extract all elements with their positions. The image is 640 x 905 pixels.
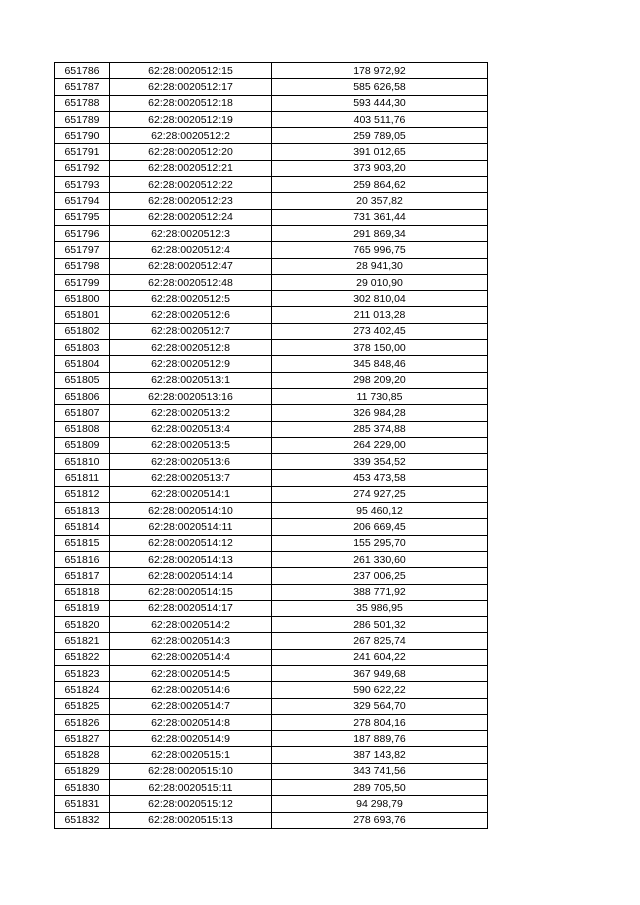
table-row bbox=[55, 519, 488, 535]
cadastral-value-cell: 264 229,00 bbox=[272, 437, 488, 453]
cadastral-value-cell: 237 006,25 bbox=[272, 568, 488, 584]
cadastral-value-cell: 585 626,58 bbox=[272, 79, 488, 95]
cadastral-value-cell: 11 730,85 bbox=[272, 388, 488, 404]
row-number-cell: 651791 bbox=[55, 144, 110, 160]
cadastral-number-cell: 62:28:0020515:11 bbox=[110, 780, 272, 796]
table-row bbox=[55, 421, 488, 437]
cadastral-value-cell: 403 511,76 bbox=[272, 111, 488, 127]
table-row bbox=[55, 291, 488, 307]
table-row bbox=[55, 242, 488, 258]
row-number-cell: 651815 bbox=[55, 535, 110, 551]
table-row bbox=[55, 225, 488, 241]
table-row bbox=[55, 63, 488, 79]
table-row bbox=[55, 340, 488, 356]
cadastral-value-cell: 241 604,22 bbox=[272, 649, 488, 665]
cadastral-value-cell: 329 564,70 bbox=[272, 698, 488, 714]
cadastral-number-cell: 62:28:0020512:15 bbox=[110, 63, 272, 79]
row-number-cell: 651819 bbox=[55, 600, 110, 616]
cadastral-value-cell: 453 473,58 bbox=[272, 470, 488, 486]
row-number-cell: 651814 bbox=[55, 519, 110, 535]
cadastral-number-cell: 62:28:0020513:5 bbox=[110, 437, 272, 453]
row-number-cell: 651789 bbox=[55, 111, 110, 127]
table-row bbox=[55, 177, 488, 193]
cadastral-value-cell: 211 013,28 bbox=[272, 307, 488, 323]
cadastral-value-cell: 326 984,28 bbox=[272, 405, 488, 421]
cadastral-number-cell: 62:28:0020514:5 bbox=[110, 665, 272, 681]
cadastral-value-cell: 178 972,92 bbox=[272, 63, 488, 79]
cadastral-number-cell: 62:28:0020512:4 bbox=[110, 242, 272, 258]
row-number-cell: 651830 bbox=[55, 780, 110, 796]
row-number-cell: 651813 bbox=[55, 503, 110, 519]
row-number-cell: 651817 bbox=[55, 568, 110, 584]
cadastral-value-cell: 259 864,62 bbox=[272, 177, 488, 193]
cadastral-number-cell: 62:28:0020514:14 bbox=[110, 568, 272, 584]
cadastral-value-cell: 273 402,45 bbox=[272, 323, 488, 339]
row-number-cell: 651794 bbox=[55, 193, 110, 209]
table-row bbox=[55, 437, 488, 453]
row-number-cell: 651788 bbox=[55, 95, 110, 111]
cadastral-number-cell: 62:28:0020515:13 bbox=[110, 812, 272, 828]
table-row bbox=[55, 193, 488, 209]
cadastral-value-cell: 367 949,68 bbox=[272, 665, 488, 681]
row-number-cell: 651803 bbox=[55, 340, 110, 356]
cadastral-value-cell: 28 941,30 bbox=[272, 258, 488, 274]
cadastral-number-cell: 62:28:0020515:10 bbox=[110, 763, 272, 779]
cadastral-number-cell: 62:28:0020514:2 bbox=[110, 617, 272, 633]
table-row bbox=[55, 780, 488, 796]
cadastral-number-cell: 62:28:0020512:6 bbox=[110, 307, 272, 323]
row-number-cell: 651818 bbox=[55, 584, 110, 600]
cadastral-value-cell: 267 825,74 bbox=[272, 633, 488, 649]
table-row bbox=[55, 454, 488, 470]
row-number-cell: 651829 bbox=[55, 763, 110, 779]
row-number-cell: 651832 bbox=[55, 812, 110, 828]
table-row bbox=[55, 356, 488, 372]
table-row bbox=[55, 372, 488, 388]
cadastral-number-cell: 62:28:0020512:18 bbox=[110, 95, 272, 111]
table-row bbox=[55, 617, 488, 633]
cadastral-number-cell: 62:28:0020513:7 bbox=[110, 470, 272, 486]
row-number-cell: 651804 bbox=[55, 356, 110, 372]
cadastral-number-cell: 62:28:0020514:6 bbox=[110, 682, 272, 698]
cadastral-value-cell: 391 012,65 bbox=[272, 144, 488, 160]
table-row bbox=[55, 568, 488, 584]
table-row bbox=[55, 698, 488, 714]
cadastral-value-cell: 286 501,32 bbox=[272, 617, 488, 633]
row-number-cell: 651826 bbox=[55, 714, 110, 730]
table-row bbox=[55, 470, 488, 486]
cadastral-number-cell: 62:28:0020513:2 bbox=[110, 405, 272, 421]
cadastral-number-cell: 62:28:0020512:47 bbox=[110, 258, 272, 274]
row-number-cell: 651786 bbox=[55, 63, 110, 79]
row-number-cell: 651807 bbox=[55, 405, 110, 421]
cadastral-value-cell: 302 810,04 bbox=[272, 291, 488, 307]
table-row bbox=[55, 551, 488, 567]
data-table bbox=[54, 62, 488, 829]
row-number-cell: 651799 bbox=[55, 274, 110, 290]
cadastral-number-cell: 62:28:0020514:17 bbox=[110, 600, 272, 616]
row-number-cell: 651805 bbox=[55, 372, 110, 388]
cadastral-value-cell: 94 298,79 bbox=[272, 796, 488, 812]
cadastral-number-cell: 62:28:0020514:10 bbox=[110, 503, 272, 519]
table-row bbox=[55, 405, 488, 421]
cadastral-number-cell: 62:28:0020512:48 bbox=[110, 274, 272, 290]
table-row bbox=[55, 682, 488, 698]
cadastral-value-cell: 378 150,00 bbox=[272, 340, 488, 356]
table-row bbox=[55, 388, 488, 404]
cadastral-number-cell: 62:28:0020512:2 bbox=[110, 128, 272, 144]
table-row bbox=[55, 111, 488, 127]
row-number-cell: 651790 bbox=[55, 128, 110, 144]
row-number-cell: 651823 bbox=[55, 665, 110, 681]
row-number-cell: 651827 bbox=[55, 731, 110, 747]
table-row bbox=[55, 796, 488, 812]
cadastral-number-cell: 62:28:0020515:12 bbox=[110, 796, 272, 812]
row-number-cell: 651824 bbox=[55, 682, 110, 698]
cadastral-number-cell: 62:28:0020512:19 bbox=[110, 111, 272, 127]
row-number-cell: 651796 bbox=[55, 225, 110, 241]
cadastral-number-cell: 62:28:0020512:3 bbox=[110, 225, 272, 241]
cadastral-value-cell: 373 903,20 bbox=[272, 160, 488, 176]
row-number-cell: 651806 bbox=[55, 388, 110, 404]
cadastral-value-cell: 339 354,52 bbox=[272, 454, 488, 470]
cadastral-value-cell: 155 295,70 bbox=[272, 535, 488, 551]
row-number-cell: 651825 bbox=[55, 698, 110, 714]
row-number-cell: 651811 bbox=[55, 470, 110, 486]
row-number-cell: 651801 bbox=[55, 307, 110, 323]
table-row bbox=[55, 128, 488, 144]
cadastral-number-cell: 62:28:0020512:17 bbox=[110, 79, 272, 95]
row-number-cell: 651792 bbox=[55, 160, 110, 176]
table-row bbox=[55, 535, 488, 551]
cadastral-value-cell: 285 374,88 bbox=[272, 421, 488, 437]
cadastral-number-cell: 62:28:0020514:4 bbox=[110, 649, 272, 665]
row-number-cell: 651795 bbox=[55, 209, 110, 225]
cadastral-number-cell: 62:28:0020514:8 bbox=[110, 714, 272, 730]
cadastral-value-cell: 298 209,20 bbox=[272, 372, 488, 388]
cadastral-value-cell: 95 460,12 bbox=[272, 503, 488, 519]
cadastral-number-cell: 62:28:0020513:1 bbox=[110, 372, 272, 388]
cadastral-number-cell: 62:28:0020514:13 bbox=[110, 551, 272, 567]
cadastral-number-cell: 62:28:0020514:15 bbox=[110, 584, 272, 600]
cadastral-value-cell: 343 741,56 bbox=[272, 763, 488, 779]
cadastral-value-cell: 291 869,34 bbox=[272, 225, 488, 241]
row-number-cell: 651816 bbox=[55, 551, 110, 567]
cadastral-value-cell: 289 705,50 bbox=[272, 780, 488, 796]
cadastral-number-cell: 62:28:0020514:12 bbox=[110, 535, 272, 551]
row-number-cell: 651802 bbox=[55, 323, 110, 339]
cadastral-value-cell: 259 789,05 bbox=[272, 128, 488, 144]
table-row bbox=[55, 747, 488, 763]
cadastral-number-cell: 62:28:0020514:9 bbox=[110, 731, 272, 747]
table-row bbox=[55, 763, 488, 779]
row-number-cell: 651787 bbox=[55, 79, 110, 95]
cadastral-value-cell: 345 848,46 bbox=[272, 356, 488, 372]
cadastral-number-cell: 62:28:0020512:21 bbox=[110, 160, 272, 176]
table-row bbox=[55, 258, 488, 274]
table-row bbox=[55, 584, 488, 600]
table-row bbox=[55, 665, 488, 681]
table-row bbox=[55, 486, 488, 502]
table-row bbox=[55, 323, 488, 339]
table-row bbox=[55, 79, 488, 95]
table-row bbox=[55, 731, 488, 747]
table-row bbox=[55, 633, 488, 649]
cadastral-value-cell: 593 444,30 bbox=[272, 95, 488, 111]
table-row bbox=[55, 144, 488, 160]
table-body bbox=[55, 63, 488, 829]
cadastral-number-cell: 62:28:0020513:16 bbox=[110, 388, 272, 404]
cadastral-number-cell: 62:28:0020512:5 bbox=[110, 291, 272, 307]
cadastral-value-cell: 278 804,16 bbox=[272, 714, 488, 730]
cadastral-value-cell: 388 771,92 bbox=[272, 584, 488, 600]
cadastral-value-cell: 731 361,44 bbox=[272, 209, 488, 225]
cadastral-value-cell: 590 622,22 bbox=[272, 682, 488, 698]
row-number-cell: 651798 bbox=[55, 258, 110, 274]
row-number-cell: 651831 bbox=[55, 796, 110, 812]
table-row bbox=[55, 649, 488, 665]
table-row bbox=[55, 160, 488, 176]
cadastral-value-cell: 206 669,45 bbox=[272, 519, 488, 535]
cadastral-number-cell: 62:28:0020512:20 bbox=[110, 144, 272, 160]
row-number-cell: 651812 bbox=[55, 486, 110, 502]
cadastral-value-cell: 274 927,25 bbox=[272, 486, 488, 502]
row-number-cell: 651808 bbox=[55, 421, 110, 437]
cadastral-number-cell: 62:28:0020512:7 bbox=[110, 323, 272, 339]
cadastral-value-cell: 278 693,76 bbox=[272, 812, 488, 828]
cadastral-value-cell: 261 330,60 bbox=[272, 551, 488, 567]
row-number-cell: 651800 bbox=[55, 291, 110, 307]
cadastral-value-cell: 35 986,95 bbox=[272, 600, 488, 616]
table-row bbox=[55, 503, 488, 519]
cadastral-value-cell: 29 010,90 bbox=[272, 274, 488, 290]
table-row bbox=[55, 812, 488, 828]
table-row bbox=[55, 307, 488, 323]
cadastral-number-cell: 62:28:0020514:11 bbox=[110, 519, 272, 535]
cadastral-number-cell: 62:28:0020512:23 bbox=[110, 193, 272, 209]
table-row bbox=[55, 209, 488, 225]
cadastral-value-cell: 20 357,82 bbox=[272, 193, 488, 209]
cadastral-number-cell: 62:28:0020512:24 bbox=[110, 209, 272, 225]
cadastral-number-cell: 62:28:0020512:9 bbox=[110, 356, 272, 372]
row-number-cell: 651793 bbox=[55, 177, 110, 193]
cadastral-number-cell: 62:28:0020514:3 bbox=[110, 633, 272, 649]
cadastral-value-cell: 765 996,75 bbox=[272, 242, 488, 258]
row-number-cell: 651828 bbox=[55, 747, 110, 763]
row-number-cell: 651822 bbox=[55, 649, 110, 665]
cadastral-number-cell: 62:28:0020512:8 bbox=[110, 340, 272, 356]
cadastral-number-cell: 62:28:0020512:22 bbox=[110, 177, 272, 193]
cadastral-number-cell: 62:28:0020513:4 bbox=[110, 421, 272, 437]
table-row bbox=[55, 714, 488, 730]
table-row bbox=[55, 274, 488, 290]
table-row bbox=[55, 95, 488, 111]
row-number-cell: 651810 bbox=[55, 454, 110, 470]
cadastral-number-cell: 62:28:0020515:1 bbox=[110, 747, 272, 763]
row-number-cell: 651820 bbox=[55, 617, 110, 633]
table-row bbox=[55, 600, 488, 616]
cadastral-value-cell: 187 889,76 bbox=[272, 731, 488, 747]
row-number-cell: 651821 bbox=[55, 633, 110, 649]
row-number-cell: 651797 bbox=[55, 242, 110, 258]
cadastral-number-cell: 62:28:0020514:1 bbox=[110, 486, 272, 502]
cadastral-number-cell: 62:28:0020514:7 bbox=[110, 698, 272, 714]
row-number-cell: 651809 bbox=[55, 437, 110, 453]
cadastral-value-cell: 387 143,82 bbox=[272, 747, 488, 763]
cadastral-number-cell: 62:28:0020513:6 bbox=[110, 454, 272, 470]
